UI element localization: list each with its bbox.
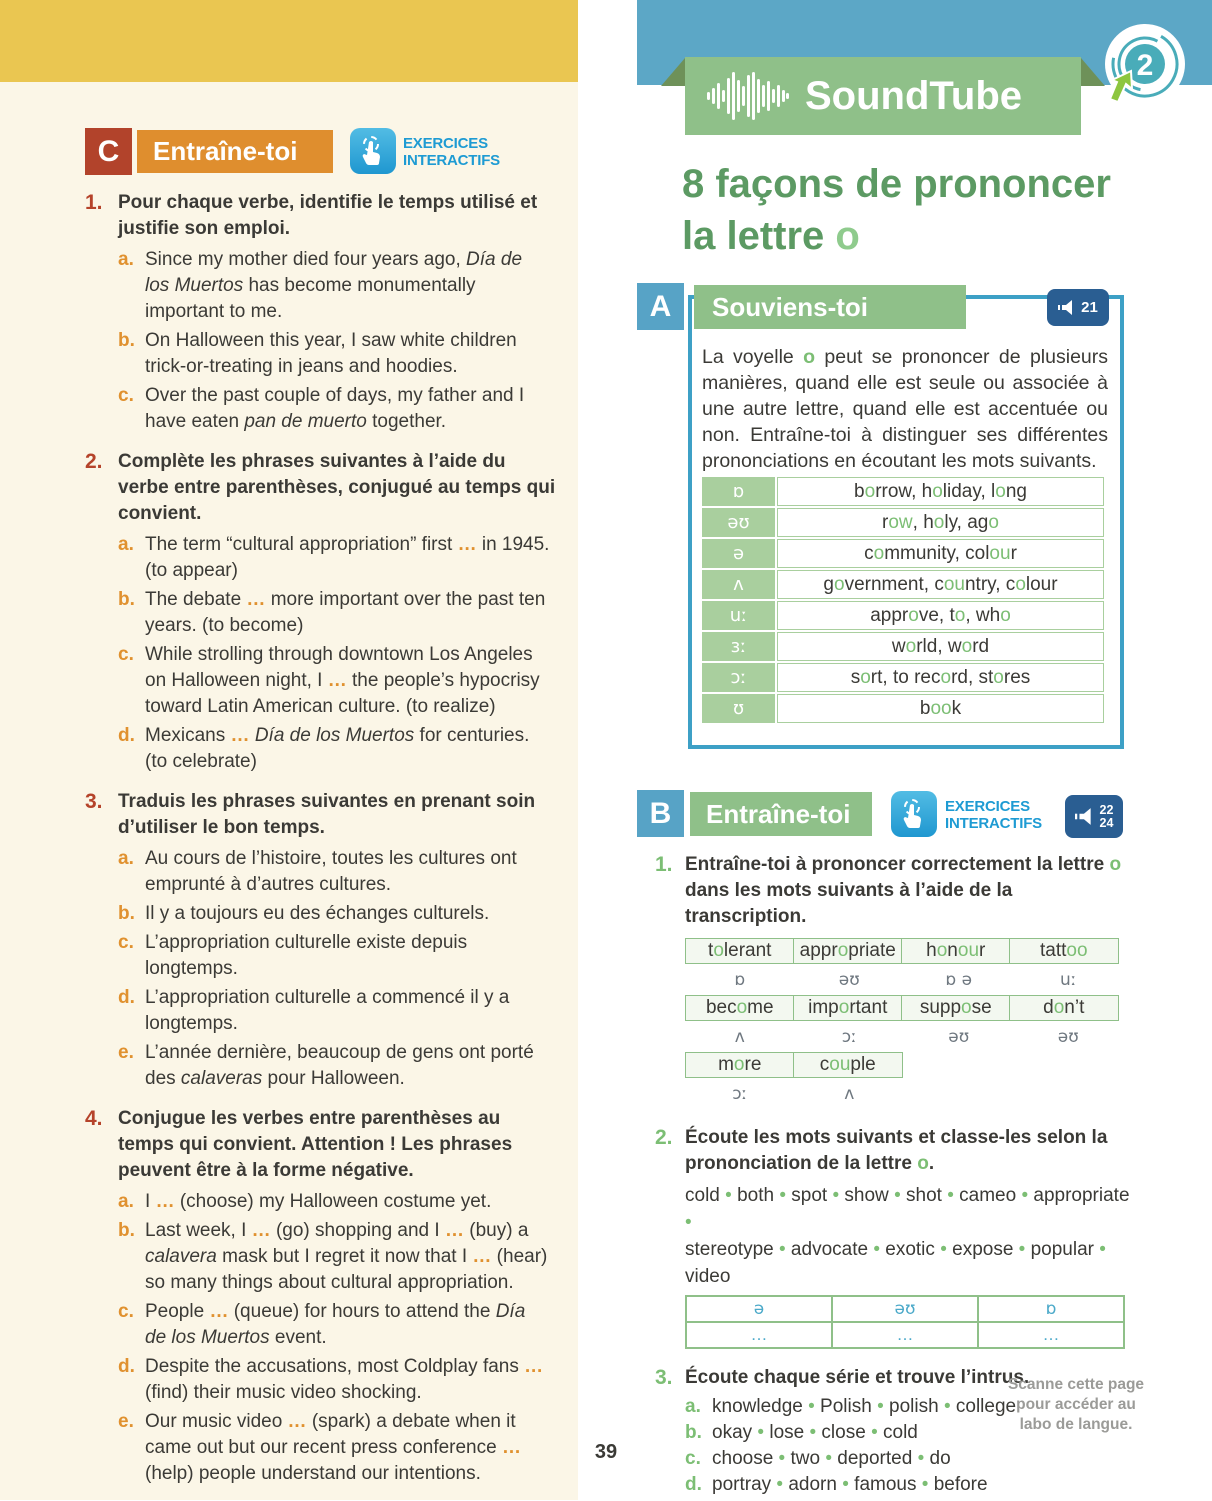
list-item [118,1189,563,1215]
ipa-transcription: ʌ [734,1026,745,1047]
word-cell: c ou ple [793,1052,903,1078]
item-text: The debate … more important over the past ten years. (to become) [145,589,546,636]
page-title-line2: la lettre o [682,214,860,258]
ipa-symbol: əʊ [702,508,775,537]
exercise-number: 1. [655,853,673,876]
interactive-exercises-line1: EXERCICES [945,798,1030,815]
exercise-number: 3. [655,1366,673,1389]
item-text: The term “cultural appropriation” first … in 1945. (to appear) [145,534,550,581]
item-text: Our music video … (spark) a debate when it came out but our recent press conference … (help) people understand our intentions. [145,1411,521,1484]
exercise-instruction: Écoute chaque série et trouve l’intrus. [685,1367,1030,1388]
left-exercises [85,190,563,1501]
ipa-symbol: ɒ [702,477,775,506]
word-cell: t o lerant [685,938,795,964]
table-row [702,663,1104,692]
exercise-instruction: Pour chaque verbe, identifie le temps utilisé et justifie son emploi. [118,192,538,239]
audio-track-number-bottom: 24 [1099,815,1114,830]
table-row [702,508,1104,537]
word-cell: bec o me [685,995,795,1021]
exercise-1 [85,190,563,435]
ipa-transcription: əʊ [948,1026,970,1047]
word-cell: m o re [685,1052,795,1078]
word-cell: h o n ou r [901,938,1011,964]
list-item [118,532,563,584]
section-b-title-banner: Entraîne-toi [690,792,872,836]
exercise-number: 1. [85,191,103,214]
word-row [685,938,1125,964]
scan-page-note: Scanne cette page pour accéder au labo de langue. [1007,1376,1145,1433]
item-text: L’appropriation culturelle existe depuis longtemps. [145,932,468,979]
answer-placeholder: … [686,1322,832,1348]
ipa-transcription: ɒ ə [945,969,973,990]
exercise-number: 3. [85,790,103,813]
speaker-icon [1075,808,1094,825]
item-letter: c. [118,385,134,406]
item-text: Over the past couple of days, my father and I have eaten pan de muerto together. [145,385,525,432]
exercise-4 [85,1106,563,1487]
section-a-intro: La voyelle o peut se prononcer de plusieurs manières, quand elle est seule ou associée à une autre lettre, quand elle est accentuée ou non. Entraîne-toi à distinguer ses différentes prononciations en écoutant les mots suivants. [702,346,1108,472]
item-letter: e. [118,1411,134,1432]
audio-track-badge[interactable] [1065,795,1123,838]
exercise-number: 4. [85,1107,103,1130]
item-text: choose • two • deported • do [712,1448,951,1469]
example-words: c o mmunity, col ou r [777,539,1104,568]
answer-placeholder: … [832,1322,978,1348]
word-cell: supp o se [901,995,1011,1021]
item-letter: c. [685,1448,701,1469]
section-a-letter: A [637,283,684,330]
list-item [118,846,563,898]
item-letter: d. [685,1474,702,1495]
exercise-number: 2. [655,1126,673,1149]
list-item [118,930,563,982]
ipa-transcription: uː [1059,969,1077,990]
ipa-symbol: uː [702,601,775,630]
unit-number: 2 [1136,49,1154,82]
item-text: Last week, I … (go) shopping and I … (buy) a calavera mask but I regret it now that I … (hear) so many things about cultural appropriation. [145,1220,548,1293]
table-row [702,694,1104,723]
item-letter: d. [118,1356,135,1377]
page-number: 39 [594,1441,618,1463]
item-text: L’appropriation culturelle a commencé il y a longtemps. [145,987,510,1034]
ipa-column-header: ɒ [978,1296,1124,1322]
word-cell: appr o priate [793,938,903,964]
hand-click-icon [356,134,390,168]
ipa-symbol: ɔː [702,663,775,692]
item-text: Despite the accusations, most Coldplay fans … (find) their music video shocking. [145,1356,544,1403]
interactive-exercises-line2: INTERACTIFS [403,152,500,169]
ipa-transcription: əʊ [838,969,860,990]
ipa-symbol: ə [702,539,775,568]
item-text: While strolling through downtown Los Angeles on Halloween night, I … the people’s hypocrisy toward Latin American culture. (to realize) [145,644,540,717]
list-item [118,328,563,380]
list-item [118,247,563,325]
word-cell: imp o rtant [793,995,903,1021]
example-words: appr o ve, t o , wh o [777,601,1104,630]
exercise-instruction: Complète les phrases suivantes à l’aide du verbe entre parenthèses, conjugué au temps qui convient. [118,451,556,524]
interactive-exercises-icon[interactable] [350,128,396,174]
item-text: knowledge • Polish • polish • college [712,1396,1017,1417]
example-words: r ow , h o ly, ag o [777,508,1104,537]
item-text: portray • adorn • famous • before [712,1474,988,1495]
ipa-row [685,964,1125,995]
ipa-symbol: ɜː [702,632,775,661]
ipa-row [685,1078,1125,1109]
word-cell: tatt oo [1009,938,1119,964]
interactive-exercises-label [403,135,500,169]
list-item [118,1299,563,1351]
item-text: Au cours de l’histoire, toutes les cultures ont emprunté à d’autres cultures. [145,848,517,895]
table-body-row [686,1322,1124,1348]
ipa-symbol: ʌ [702,570,775,599]
interactive-exercises-icon[interactable] [891,791,937,837]
exercise-2 [85,449,563,775]
word-list [685,1182,1130,1290]
item-letter: e. [118,1042,134,1063]
ipa-transcription: ɔː [841,1026,857,1047]
section-c-title-banner: Entraîne-toi [137,130,333,173]
example-words: b oo k [777,694,1104,723]
item-letter: a. [118,534,134,555]
ipa-transcription: ɔː [732,1083,748,1104]
page-title [682,158,1111,262]
list-item [118,901,563,927]
list-item [118,642,563,720]
item-letter: c. [118,1301,134,1322]
item-text: People … (queue) for hours to attend the Día de los Muertos event. [145,1301,526,1348]
exercise-b2 [655,1125,1130,1349]
example-words: s o rt, to rec o rd, st o res [777,663,1104,692]
audio-track-badge[interactable] [1047,289,1109,326]
answer-placeholder: … [978,1322,1124,1348]
item-letter: b. [685,1422,702,1443]
exercise-instruction: Conjugue les verbes entre parenthèses au temps qui convient. Attention ! Les phrases peuvent être à la forme négative. [118,1108,513,1181]
exercise-b1 [655,852,1125,1109]
item-letter: a. [685,1396,701,1417]
item-text: okay • lose • close • cold [712,1422,918,1443]
page-title-line1: 8 façons de prononcer [682,162,1111,206]
item-text: Since my mother died four years ago, Día de los Muertos has become monumentally important to me. [145,249,523,322]
transcription-table [685,938,1125,1109]
item-letter: d. [118,725,135,746]
item-letter: b. [118,1220,135,1241]
ipa-transcription: ʌ [844,1083,855,1104]
item-letter: a. [118,249,134,270]
item-text: Il y a toujours eu des échanges culturels. [145,903,490,924]
example-words: g o vernment, c ou ntry, c o lour [777,570,1104,599]
word-row [685,995,1125,1021]
table-row [702,570,1104,599]
hand-click-icon [897,797,931,831]
ipa-transcription: əʊ [1057,1026,1079,1047]
ipa-column-header: ə [686,1296,832,1322]
exercise-3 [85,789,563,1092]
waveform-icon [707,71,789,121]
speaker-icon [1058,300,1075,315]
ipa-column-header: əʊ [832,1296,978,1322]
exercise-instruction: Entraîne-toi à prononcer correctement la lettre o dans les mots suivants à l’aide de la transcription. [685,854,1122,927]
ipa-row [685,1021,1125,1052]
item-letter: c. [118,644,134,665]
exercise-number: 2. [85,450,103,473]
item-letter: b. [118,589,135,610]
audio-track-number-top: 22 [1099,802,1114,817]
word-row [685,1052,1125,1078]
previous-section-color-block [0,0,578,82]
section-a-title-banner: Souviens-toi [694,285,966,329]
item-letter: c. [118,932,134,953]
example-words: b o rrow, h o liday, l o ng [777,477,1104,506]
list-item [118,1354,563,1406]
item-text: Mexicans … Día de los Muertos for centuries. (to celebrate) [145,725,530,772]
table-row [702,601,1104,630]
item-text: On Halloween this year, I saw white children trick-or-treating in jeans and hoodies. [145,330,517,377]
item-text: L’année dernière, beaucoup de gens ont porté des calaveras pour Halloween. [145,1042,534,1089]
list-item [118,985,563,1037]
audio-track-number: 21 [1081,299,1098,316]
exercise-instruction: Traduis les phrases suivantes en prenant soin d’utiliser le bon temps. [118,791,536,838]
item-letter: a. [118,848,134,869]
table-row [702,477,1104,506]
ipa-transcription: ɒ [734,969,746,990]
list-item [118,383,563,435]
section-b-letter: B [637,790,684,837]
list-item [685,1472,1125,1498]
list-item [118,1218,563,1296]
table-header-row [686,1296,1124,1322]
item-text: I … (choose) my Halloween costume yet. [145,1191,492,1212]
interactive-exercises-line2: INTERACTIFS [945,815,1042,832]
ipa-symbol: ʊ [702,694,775,723]
pronunciation-table [702,477,1104,725]
list-item [118,1040,563,1092]
soundtube-title: SoundTube [805,73,1022,118]
section-c-letter: C [85,128,132,175]
item-letter: d. [118,987,135,1008]
table-row [702,539,1104,568]
item-letter: b. [118,330,135,351]
word-list-line2: stereotype • advocate • exotic • expose • popular • video [685,1239,1106,1287]
list-item [118,587,563,639]
interactive-exercises-line1: EXERCICES [403,135,488,152]
example-words: w o rld, w o rd [777,632,1104,661]
word-list-line1: cold • both • spot • show • shot • cameo • appropriate • [685,1185,1130,1233]
classification-table [685,1295,1125,1349]
item-letter: a. [118,1191,134,1212]
exercise-instruction: Écoute les mots suivants et classe-les selon la prononciation de la lettre o. [685,1127,1108,1174]
unit-2-badge [1104,23,1186,105]
word-cell: d o n’t [1009,995,1119,1021]
item-letter: b. [118,903,135,924]
list-item [118,723,563,775]
soundtube-banner [685,57,1081,135]
table-row [702,632,1104,661]
interactive-exercises-label [945,798,1042,832]
